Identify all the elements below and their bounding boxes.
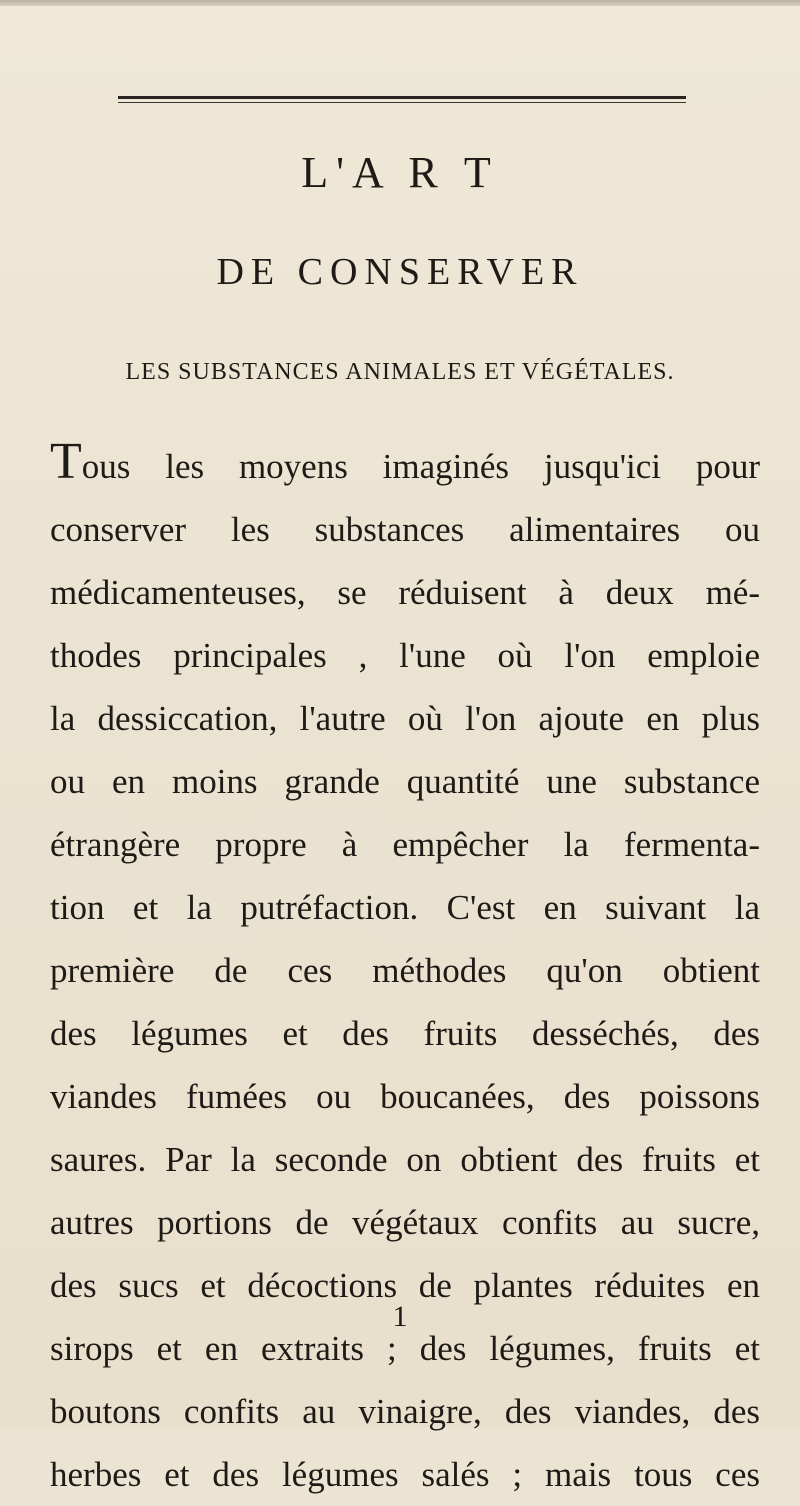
text-line-1-rest: ous les moyens imaginés jusqu'ici pour bbox=[81, 447, 760, 486]
text-line-2: conserver les substances alimentaires ou bbox=[50, 510, 760, 549]
header-rule-thin bbox=[118, 102, 686, 103]
text-line-4: thodes principales , l'une où l'on emploie bbox=[50, 636, 760, 675]
text-line-14: des sucs et décoctions de plantes réduites en bbox=[50, 1266, 760, 1305]
body-paragraph bbox=[50, 435, 760, 1506]
text-line-1 bbox=[50, 435, 760, 498]
page-subtitle: DE CONSERVER bbox=[216, 251, 584, 293]
page-top-edge bbox=[0, 0, 800, 6]
text-line-13: autres portions de végétaux confits au sucre, bbox=[50, 1203, 760, 1242]
header-rule-thick bbox=[118, 96, 686, 99]
section-heading: LES SUBSTANCES ANIMALES ET VÉGÉTALES. bbox=[125, 359, 675, 385]
text-line-8: tion et la putréfaction. C'est en suivant la bbox=[50, 888, 760, 927]
text-line-12: saures. Par la seconde on obtient des fruits et bbox=[50, 1140, 760, 1179]
page-number: 1 bbox=[392, 1300, 408, 1333]
text-line-7: étrangère propre à empêcher la fermenta- bbox=[50, 825, 760, 864]
page-title: L'A R T bbox=[301, 148, 499, 197]
drop-cap: T bbox=[50, 433, 82, 490]
text-line-6: ou en moins grande quantité une substance bbox=[50, 762, 760, 801]
text-line-17: herbes et des légumes salés ; mais tous ces bbox=[50, 1455, 760, 1494]
text-line-11: viandes fumées ou boucanées, des poissons bbox=[50, 1077, 760, 1116]
text-line-5: la dessiccation, l'autre où l'on ajoute en plus bbox=[50, 699, 760, 738]
text-line-9: première de ces méthodes qu'on obtient bbox=[50, 951, 760, 990]
header-double-rule bbox=[118, 96, 686, 103]
text-line-15: sirops et en extraits ; des légumes, fruits et bbox=[50, 1329, 760, 1368]
text-line-10: des légumes et des fruits desséchés, des bbox=[50, 1014, 760, 1053]
text-line-16: boutons confits au vinaigre, des viandes, des bbox=[50, 1392, 760, 1431]
text-line-3: médicamenteuses, se réduisent à deux mé- bbox=[50, 573, 760, 612]
